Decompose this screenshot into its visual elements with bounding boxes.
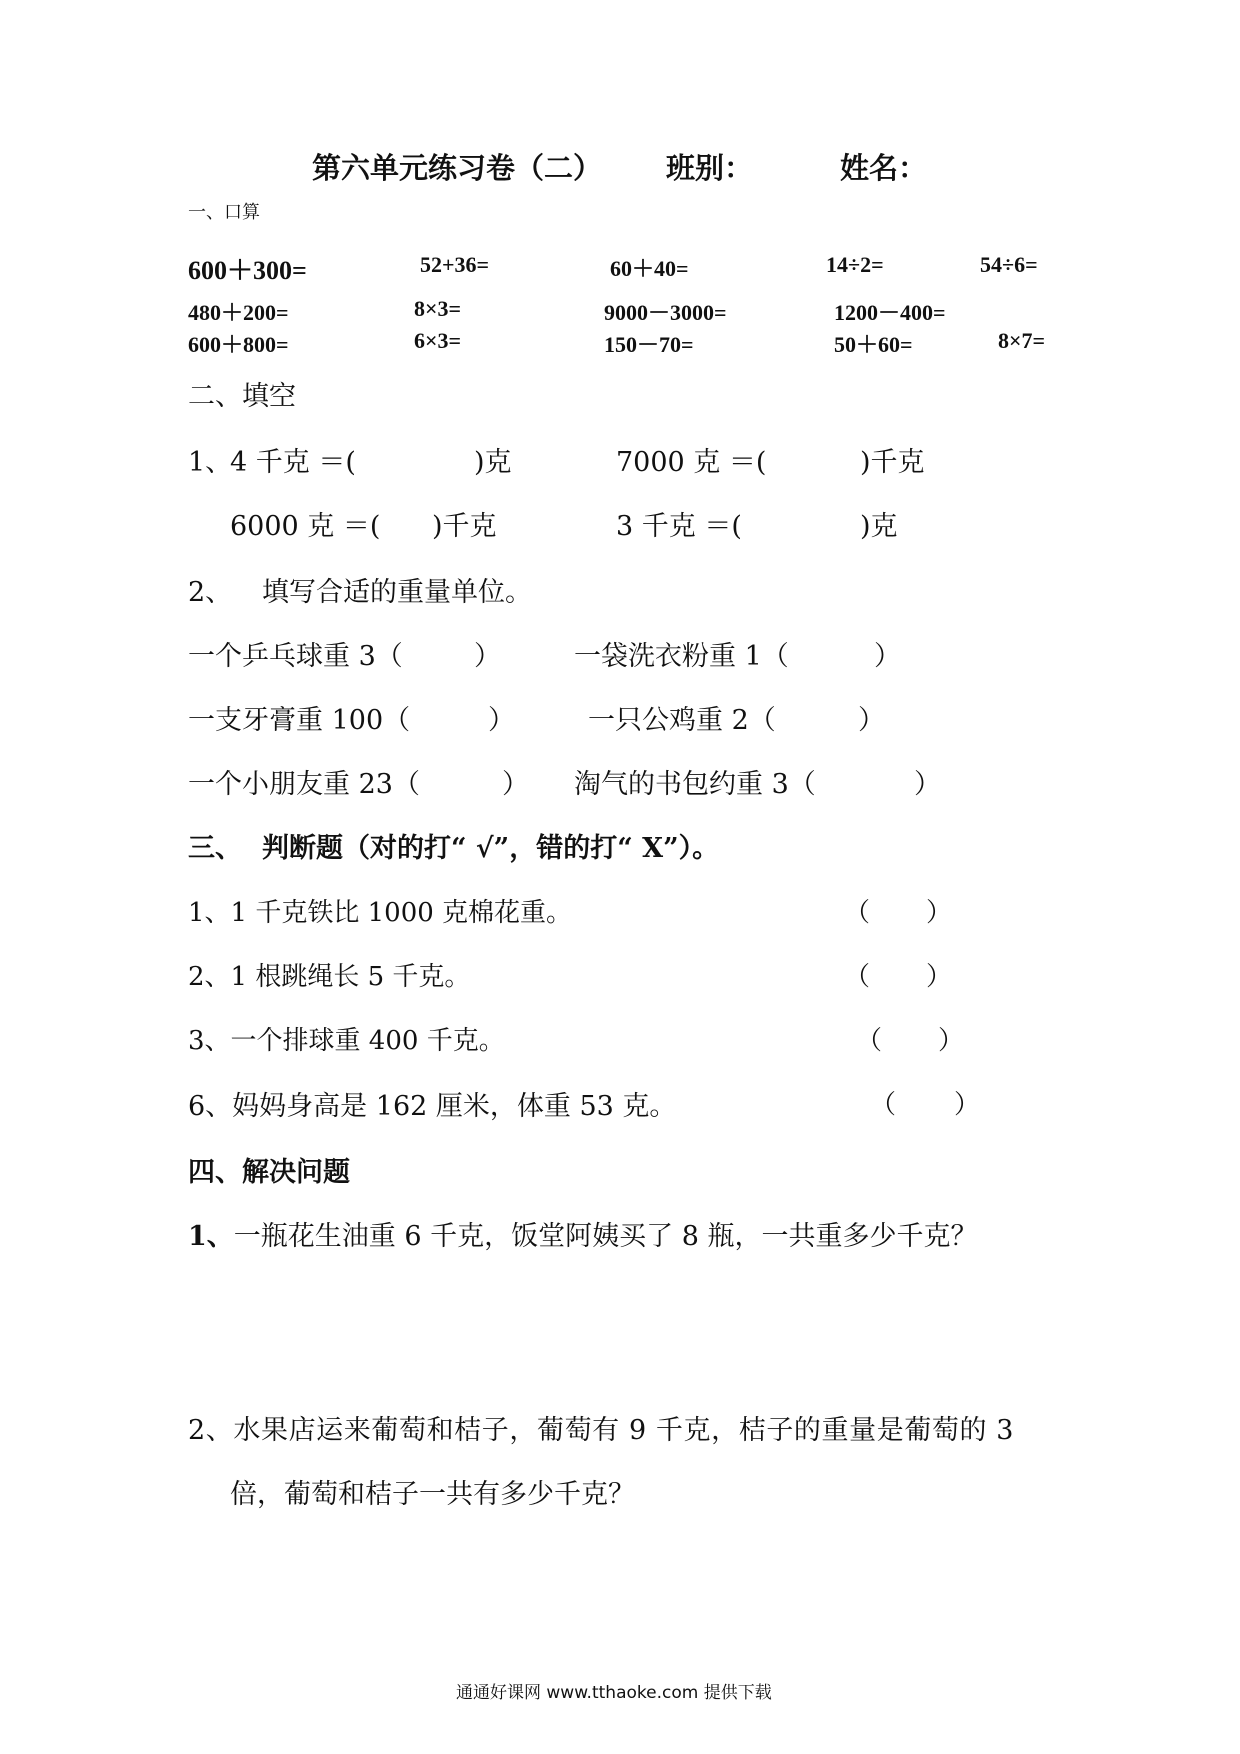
calc-r3-1: 600＋800= <box>188 332 289 357</box>
calc-r2-2: 8×3= <box>414 296 462 321</box>
calc-r1-5: 54÷6= <box>980 252 1038 277</box>
unit-item-1: 一个乒乓球重 3（ <box>188 641 403 672</box>
q1-c-text: 6000 克 ＝( <box>230 511 381 542</box>
calc-r3-4: 50＋60= <box>834 332 913 357</box>
calc-r2-1: 480＋200= <box>188 300 289 325</box>
problem-2-line-2: 倍，葡萄和桔子一共有多少千克？ <box>230 1479 635 1510</box>
section3-heading: 三、 <box>188 833 242 864</box>
calc-r1-2: 52+36= <box>420 252 490 277</box>
calc-r2-4: 1200－400= <box>834 300 946 325</box>
q1-a-end: )克 <box>474 447 512 478</box>
calc-r1-1 <box>188 250 307 287</box>
q1-c-end: )千克 <box>432 511 497 542</box>
calc-r3-2: 6×3= <box>414 328 462 353</box>
unit-item-6-end: ） <box>914 769 941 800</box>
judge-item-2-open: （ <box>844 962 871 992</box>
judge-item-1-close: ） <box>926 898 953 928</box>
q1-b-end: )千克 <box>860 447 925 478</box>
q2-number: 2、 <box>188 577 233 608</box>
q2-text: 填写合适的重量单位。 <box>262 577 532 608</box>
unit-item-6: 淘气的书包约重 3（ <box>574 769 816 800</box>
judge-item-2: 2、1 根跳绳长 5 千克。 <box>188 962 471 992</box>
problem-1-text: 一瓶花生油重 6 千克，饭堂阿姨买了 8 瓶，一共重多少千克？ <box>233 1221 978 1252</box>
class-label: 班别： <box>666 151 754 185</box>
worksheet-title: 第六单元练习卷（二） <box>312 151 603 185</box>
unit-item-2-end: ） <box>874 641 901 672</box>
unit-item-3: 一支牙膏重 100（ <box>188 705 411 736</box>
judge-item-3: 3、一个排球重 400 千克。 <box>188 1026 505 1056</box>
name-label: 姓名： <box>840 151 928 185</box>
judge-item-3-close: ） <box>938 1026 965 1056</box>
judge-item-2-close: ） <box>926 962 953 992</box>
q1-number: 1、 <box>188 447 233 478</box>
section1-heading: 一、口算 <box>188 202 260 223</box>
judge-item-1: 1、1 千克铁比 1000 克棉花重。 <box>188 898 573 928</box>
unit-item-5-end: ） <box>502 769 529 800</box>
calc-r3-5: 8×7= <box>998 328 1046 353</box>
unit-item-2: 一袋洗衣粉重 1（ <box>574 641 789 672</box>
unit-item-4: 一只公鸡重 2（ <box>588 705 776 736</box>
problem-1-number: 1、 <box>188 1221 234 1252</box>
problem-1 <box>188 1214 977 1253</box>
calc-r1-3: 60＋40= <box>610 256 689 281</box>
problem-2-line-1: 2、水果店运来葡萄和桔子，葡萄有 9 千克，桔子的重量是葡萄的 3 <box>188 1415 1015 1446</box>
q1-a-text: 4 千克 ＝( <box>230 447 356 478</box>
judge-item-1-open: （ <box>844 898 871 928</box>
judge-item-3-open: （ <box>856 1026 883 1056</box>
q1-d-text: 3 千克 ＝( <box>616 511 742 542</box>
calc-r2-3: 9000－3000= <box>604 300 727 325</box>
judge-item-4-close: ） <box>954 1090 981 1120</box>
calc-r1-4: 14÷2= <box>826 252 884 277</box>
judge-item-4-open: （ <box>870 1090 897 1120</box>
q1-d-end: )克 <box>860 511 898 542</box>
footer-credit: 通通好课网 www.tthaoke.com 提供下载 <box>456 1683 772 1703</box>
unit-item-1-end: ） <box>474 641 501 672</box>
calc-r1-1-text: 600＋300= <box>188 256 307 285</box>
section4-heading: 四、解决问题 <box>188 1157 350 1188</box>
unit-item-5: 一个小朋友重 23（ <box>188 769 420 800</box>
section2-heading: 二、填空 <box>188 381 296 412</box>
q1-b-text: 7000 克 ＝( <box>616 447 767 478</box>
unit-item-4-end: ） <box>858 705 885 736</box>
judge-item-4: 6、妈妈身高是 162 厘米，体重 53 克。 <box>188 1091 677 1122</box>
section3-instructions: 判断题（对的打“ √”，错的打“ X”）。 <box>262 833 720 864</box>
unit-item-3-end: ） <box>488 705 515 736</box>
calc-r3-3: 150－70= <box>604 332 694 357</box>
